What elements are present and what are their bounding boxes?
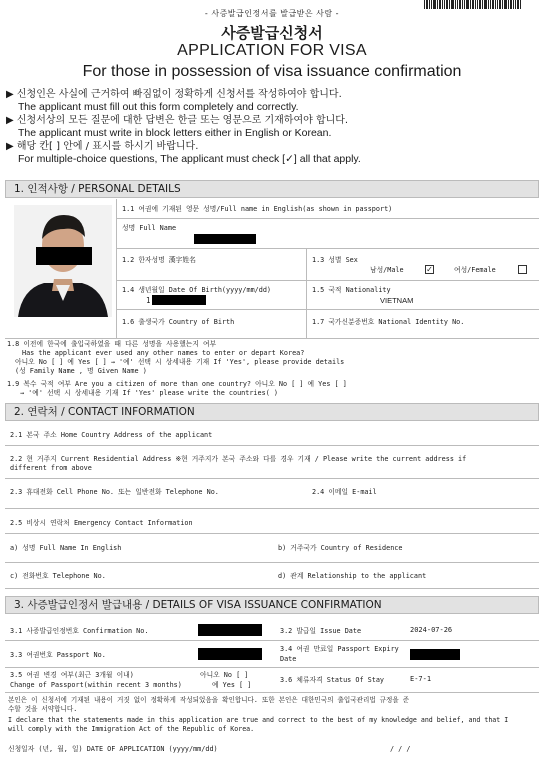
applicant-photo [14, 205, 112, 317]
label-2-5-d: d) 관계 Relationship to the applicant [278, 572, 427, 580]
passport-change-yes[interactable]: 예 Yes [ ] [212, 681, 252, 689]
nationality-value: VIETNAM [380, 296, 414, 305]
instructions [6, 88, 538, 166]
section-personal-details-header: 1. 인적사항 / PERSONAL DETAILS [5, 180, 539, 198]
declaration-korean-cont: 수할 것을 서약합니다. [8, 705, 78, 713]
label-3-5-en: Change of Passport(within recent 3 months) [10, 681, 182, 689]
divider [5, 562, 539, 563]
label-1-8-names: (성 Family Name , 명 Given Name ) [15, 367, 147, 375]
declaration-korean: 본인은 이 신청서에 기재된 내용이 거짓 없이 정확하게 작성되었음을 확인합니다. 또한 본인은 대한민국의 출입국관리법 규정을 준 [8, 696, 410, 704]
divider [5, 640, 539, 641]
male-checkbox[interactable]: ✓ [426, 265, 433, 274]
instruction-ko-1: ▶ 신청인은 사실에 근거하여 빠짐없이 정확하게 신청서를 작성하여야 합니다. [6, 89, 342, 100]
label-1-2: 1.2 한자성명 漢字姓名 [122, 256, 196, 264]
label-1-5: 1.5 국적 Nationality [312, 286, 391, 294]
label-female: 여성/Female [454, 266, 496, 274]
label-2-3: 2.3 휴대전화 Cell Phone No. 또는 일반전화 Telephone No. [10, 488, 219, 496]
label-2-1: 2.1 본국 주소 Home Country Address of the applicant [10, 431, 213, 439]
instruction-en-3: For multiple-choice questions, The applicant must check [✓] all that apply. [18, 153, 361, 165]
divider [5, 667, 539, 668]
redacted-full-name [194, 234, 256, 244]
label-2-5-c: c) 전화번호 Telephone No. [10, 572, 106, 580]
label-1-6: 1.6 출생국가 Country of Birth [122, 318, 235, 326]
redacted-expiry-date [410, 649, 460, 660]
divider [116, 280, 539, 281]
declaration-english: I declare that the statements made in this application are true and correct to the best of my knowledge and belief, and that I [8, 716, 509, 724]
divider [116, 218, 539, 219]
divider [116, 309, 539, 310]
label-3-2: 3.2 발급일 Issue Date [280, 627, 362, 635]
label-1-4: 1.4 생년월일 Date Of Birth(yyyy/mm/dd) [122, 286, 272, 294]
label-3-3: 3.3 여권번호 Passport No. [10, 651, 106, 659]
redacted-dob [152, 295, 206, 305]
status-of-stay-value: E-7-1 [410, 675, 432, 683]
divider [116, 199, 117, 338]
form-title-english: APPLICATION FOR VISA [177, 42, 367, 59]
label-3-1: 3.1 사증발급인정번호 Confirmation No. [10, 627, 149, 635]
instruction-ko-3: ▶ 해당 칸[ ] 안에 / 표시를 하시기 바랍니다. [6, 141, 199, 152]
redacted-passport-no [198, 648, 262, 660]
passport-change-no[interactable]: 아니오 No [ ] [200, 671, 249, 679]
form-title-korean: 사증발급신청서 [221, 24, 323, 42]
label-1-9-detail: → '예' 선택 시 상세내용 기재 If 'Yes' please write the countries( ) [20, 389, 278, 397]
application-date-field[interactable]: / / / [390, 745, 411, 753]
divider [5, 692, 539, 693]
instruction-en-2: The applicant must write in block letters either in English or Korean. [18, 127, 332, 139]
label-2-5: 2.5 비상시 연락처 Emergency Contact Information [10, 519, 193, 527]
divider [5, 338, 539, 339]
label-2-5-b: b) 거주국가 Country of Residence [278, 544, 403, 552]
label-1-3: 1.3 성별 Sex [312, 256, 358, 264]
label-3-4: 3.4 여권 만료일 Passport Expiry [280, 645, 399, 653]
divider [5, 445, 539, 446]
label-1-8-options: 아니오 No [ ] 예 Yes [ ] → '예' 선택 시 상세내용 기재 If 'Yes', please provide details [15, 358, 345, 366]
divider [116, 248, 539, 249]
label-1-7: 1.7 국가신분증번호 National Identity No. [312, 318, 465, 326]
form-subtitle-english: For those in possession of visa issuance confirmation [82, 63, 462, 80]
divider [5, 533, 539, 534]
label-3-4-cont: Date [280, 655, 297, 663]
label-2-2: 2.2 현 거주지 Current Residential Address ※현 거주지가 본국 주소와 다를 경우 기재 / Please write the current address if [10, 455, 467, 463]
issue-date-value: 2024-07-26 [410, 626, 453, 634]
label-1-8-en: Has the applicant ever used any other names to enter or depart Korea? [22, 349, 305, 357]
label-1-1: 1.1 여권에 기재된 영문 성명/Full name in English(as shown in passport) [122, 205, 393, 213]
label-male: 남성/Male [370, 266, 404, 274]
label-3-5: 3.5 여권 변경 여부(최근 3개월 이내) [10, 671, 134, 679]
label-2-2-cont: different from above [10, 464, 92, 472]
label-1-8: 1.8 이전에 한국에 출입국하였을 때 다른 성명을 사용했는지 여부 [7, 340, 217, 348]
label-2-4: 2.4 이메일 E-mail [312, 488, 377, 496]
female-checkbox[interactable] [518, 265, 527, 274]
divider [5, 478, 539, 479]
label-full-name: 성명 Full Name [122, 224, 177, 232]
dob-prefix: 1 [146, 296, 151, 305]
divider [306, 248, 307, 338]
form-subheader: - 사증발급인정서를 발급받은 사람 - [204, 9, 340, 18]
label-2-5-a: a) 성명 Full Name In English [10, 544, 122, 552]
divider [5, 588, 539, 589]
instruction-ko-2: ▶ 신청서상의 모든 질문에 대한 답변은 한글 또는 영문으로 기재하여야 합니다. [6, 115, 349, 126]
redacted-confirmation-no [198, 624, 262, 636]
section-visa-issuance-header: 3. 사증발급인정서 발급내용 / DETAILS OF VISA ISSUANCE CONFIRMATION [5, 596, 539, 614]
label-1-9: 1.9 복수 국적 여부 Are you a citizen of more than one country? 아니오 No [ ] 예 Yes [ ] [7, 380, 347, 388]
section-contact-header: 2. 연락처 / CONTACT INFORMATION [5, 403, 539, 421]
label-3-6: 3.6 체류자격 Status Of Stay [280, 676, 385, 684]
declaration-english-cont: will comply with the Immigration Act of the Republic of Korea. [8, 725, 255, 733]
label-application-date: 신청일자 (년, 월, 일) DATE OF APPLICATION (yyyy/mm/dd) [8, 745, 218, 753]
divider [5, 508, 539, 509]
instruction-en-1: The applicant must fill out this form completely and correctly. [18, 101, 299, 113]
